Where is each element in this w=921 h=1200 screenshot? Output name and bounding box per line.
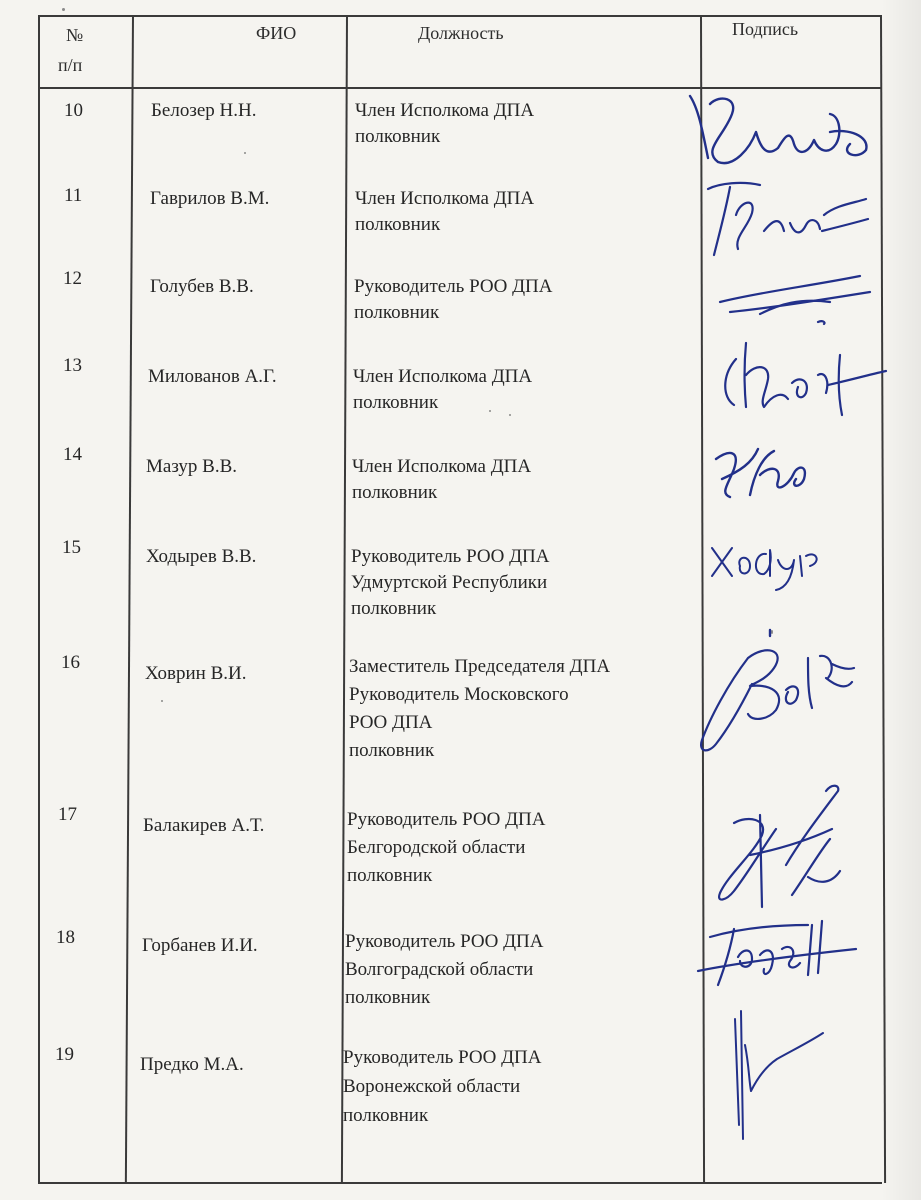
row-fio: Гаврилов В.М. bbox=[150, 188, 270, 209]
signature-row-11 bbox=[690, 175, 880, 265]
row-position bbox=[353, 364, 532, 416]
row-fio: Милованов А.Г. bbox=[148, 366, 277, 387]
signature-row-10 bbox=[680, 88, 880, 178]
position-line: Руководитель Московского bbox=[349, 684, 569, 705]
position-line: Руководитель РОО ДПА bbox=[347, 809, 546, 830]
position-line: РОО ДПА bbox=[349, 712, 433, 733]
scan-shadow bbox=[881, 0, 921, 1200]
position-line: полковник bbox=[347, 865, 433, 886]
position-line: Член Исполкома ДПА bbox=[355, 188, 535, 209]
row-position bbox=[355, 186, 534, 238]
position-line: полковник bbox=[352, 482, 438, 503]
table-bottom-border bbox=[38, 1182, 882, 1184]
row-fio: Горбанев И.И. bbox=[142, 935, 258, 956]
row-fio: Мазур В.В. bbox=[146, 456, 238, 477]
position-line: Руководитель РОО ДПА bbox=[354, 276, 553, 297]
row-number: 14 bbox=[63, 444, 82, 465]
row-fio: Ходырев В.В. bbox=[146, 546, 257, 567]
row-position bbox=[349, 653, 610, 765]
position-line: полковник bbox=[351, 598, 437, 619]
row-position bbox=[343, 1043, 542, 1130]
position-line: Член Исполкома ДПА bbox=[355, 100, 535, 121]
row-number: 17 bbox=[58, 804, 77, 825]
row-number: 18 bbox=[56, 927, 75, 948]
row-number: 13 bbox=[63, 355, 82, 376]
column-divider-num-fio bbox=[125, 15, 134, 1183]
table-left-border bbox=[38, 15, 40, 1183]
signature-row-12 bbox=[700, 262, 880, 332]
signature-row-13 bbox=[700, 335, 890, 425]
signature-row-17 bbox=[690, 775, 860, 915]
row-position bbox=[354, 274, 553, 326]
row-position bbox=[352, 454, 531, 506]
header-signature: Подпись bbox=[732, 19, 799, 39]
row-fio: Предко М.А. bbox=[140, 1054, 244, 1075]
position-line: полковник bbox=[355, 126, 441, 147]
position-line: Член Исполкома ДПА bbox=[352, 456, 532, 477]
position-line: полковник bbox=[355, 214, 441, 235]
row-number: 16 bbox=[61, 652, 80, 673]
row-number: 12 bbox=[63, 268, 82, 289]
row-number: 11 bbox=[64, 185, 83, 206]
scan-speck bbox=[244, 152, 246, 154]
row-position bbox=[351, 544, 550, 622]
position-line: Руководитель РОО ДПА bbox=[345, 931, 544, 952]
row-position bbox=[355, 98, 534, 150]
row-number: 10 bbox=[64, 100, 83, 121]
position-line: полковник bbox=[343, 1105, 429, 1126]
signature-row-14 bbox=[700, 435, 830, 505]
row-fio: Ховрин В.И. bbox=[145, 663, 247, 684]
header-num-line1: № bbox=[66, 25, 84, 45]
row-position bbox=[347, 806, 546, 890]
position-line: полковник bbox=[353, 392, 439, 413]
header-position: Должность bbox=[418, 23, 504, 43]
scan-speck bbox=[161, 700, 163, 702]
position-line: Волгоградской области bbox=[345, 959, 534, 980]
position-line: полковник bbox=[349, 740, 435, 761]
position-line: полковник bbox=[354, 302, 440, 323]
header-num-line2: п/п bbox=[58, 55, 83, 75]
position-line: Руководитель РОО ДПА bbox=[351, 546, 550, 567]
position-line: Белгородской области bbox=[347, 837, 526, 858]
signature-row-18 bbox=[690, 915, 860, 995]
row-number: 19 bbox=[55, 1044, 74, 1065]
row-fio: Белозер Н.Н. bbox=[151, 100, 257, 121]
position-line: Заместитель Председателя ДПА bbox=[349, 656, 611, 677]
signature-row-19 bbox=[705, 1005, 835, 1145]
header-fio: ФИО bbox=[256, 23, 297, 43]
signature-row-16 bbox=[690, 628, 870, 768]
row-position bbox=[345, 928, 544, 1012]
position-line: Воронежской области bbox=[343, 1076, 521, 1097]
position-line: Удмуртской Республики bbox=[351, 572, 548, 593]
signature-row-15 bbox=[706, 520, 866, 595]
position-line: Член Исполкома ДПА bbox=[353, 366, 533, 387]
row-fio: Голубев В.В. bbox=[150, 276, 254, 297]
scan-speck bbox=[62, 8, 65, 11]
row-number: 15 bbox=[62, 537, 81, 558]
position-line: полковник bbox=[345, 987, 431, 1008]
row-fio: Балакирев А.Т. bbox=[143, 815, 265, 836]
position-line: Руководитель РОО ДПА bbox=[343, 1047, 542, 1068]
